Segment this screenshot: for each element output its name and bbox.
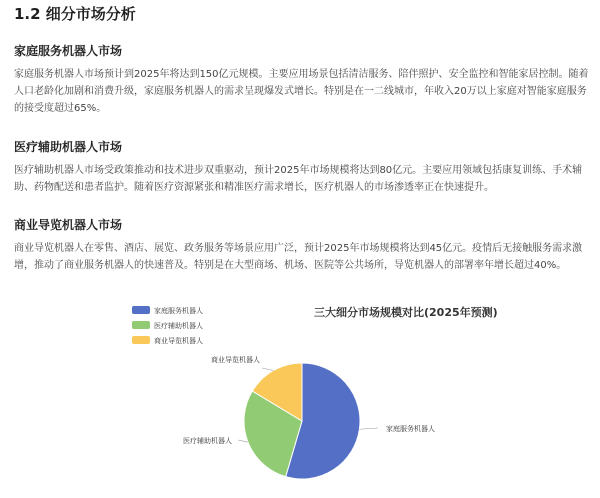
legend-swatch-2[interactable] xyxy=(132,336,150,344)
section-heading: 1.2 细分市场分析 xyxy=(14,5,136,23)
pie-leader-line-0 xyxy=(359,428,378,429)
legend-label-2[interactable]: 商业导览机器人 xyxy=(154,337,203,345)
pie-leader-line-1 xyxy=(238,440,248,442)
chart-legend xyxy=(132,306,203,345)
pie-label-0: 家庭服务机器人 xyxy=(386,425,435,433)
subsection-body-home: 家庭服务机器人市场预计到2025年将达到150亿元规模。主要应用场景包括清洁服务、陪伴照护、安全监控和智能家居控制。随着人口老龄化加剧和消费升级，家庭服务机器人的需求呈现爆发式增长。特别是在一二线城市，年收入20万以上家庭对智能家庭服务的接受度超过65%。 xyxy=(14,69,589,114)
pie-leader-line-2 xyxy=(262,368,273,371)
legend-label-1[interactable]: 医疗辅助机器人 xyxy=(154,322,203,330)
pie-label-2: 商业导览机器人 xyxy=(211,356,260,364)
subsection-body-commercial: 商业导览机器人在零售、酒店、展览、政务服务等场景应用广泛，预计2025年市场规模将达到45亿元。疫情后无接触服务需求激增，推动了商业服务机器人的快速普及。特别是在大型商场、机场、医院等公共场所，导览机器人的部署率年增长超过40%。 xyxy=(14,243,583,271)
subsection-title-home: 家庭服务机器人市场 xyxy=(14,44,123,58)
legend-label-0[interactable]: 家庭服务机器人 xyxy=(154,307,203,315)
subsection-body-medical: 医疗辅助机器人市场受政策推动和技术进步双重驱动，预计2025年市场规模将达到80亿元。主要应用领域包括康复训练、手术辅助、药物配送和患者监护。随着医疗资源紧张和精准医疗需求增长，医疗机器人的市场渗透率正在快速提升。 xyxy=(14,165,583,193)
chart-title: 三大细分市场规模对比(2025年预测) xyxy=(314,306,498,319)
pie-label-1: 医疗辅助机器人 xyxy=(183,437,232,445)
market-size-pie-chart xyxy=(0,296,600,498)
subsection-title-medical: 医疗辅助机器人市场 xyxy=(14,140,123,154)
legend-swatch-1[interactable] xyxy=(132,321,150,329)
legend-swatch-0[interactable] xyxy=(132,306,150,314)
subsection-title-commercial: 商业导览机器人市场 xyxy=(14,218,123,232)
pie-slices xyxy=(244,363,360,479)
